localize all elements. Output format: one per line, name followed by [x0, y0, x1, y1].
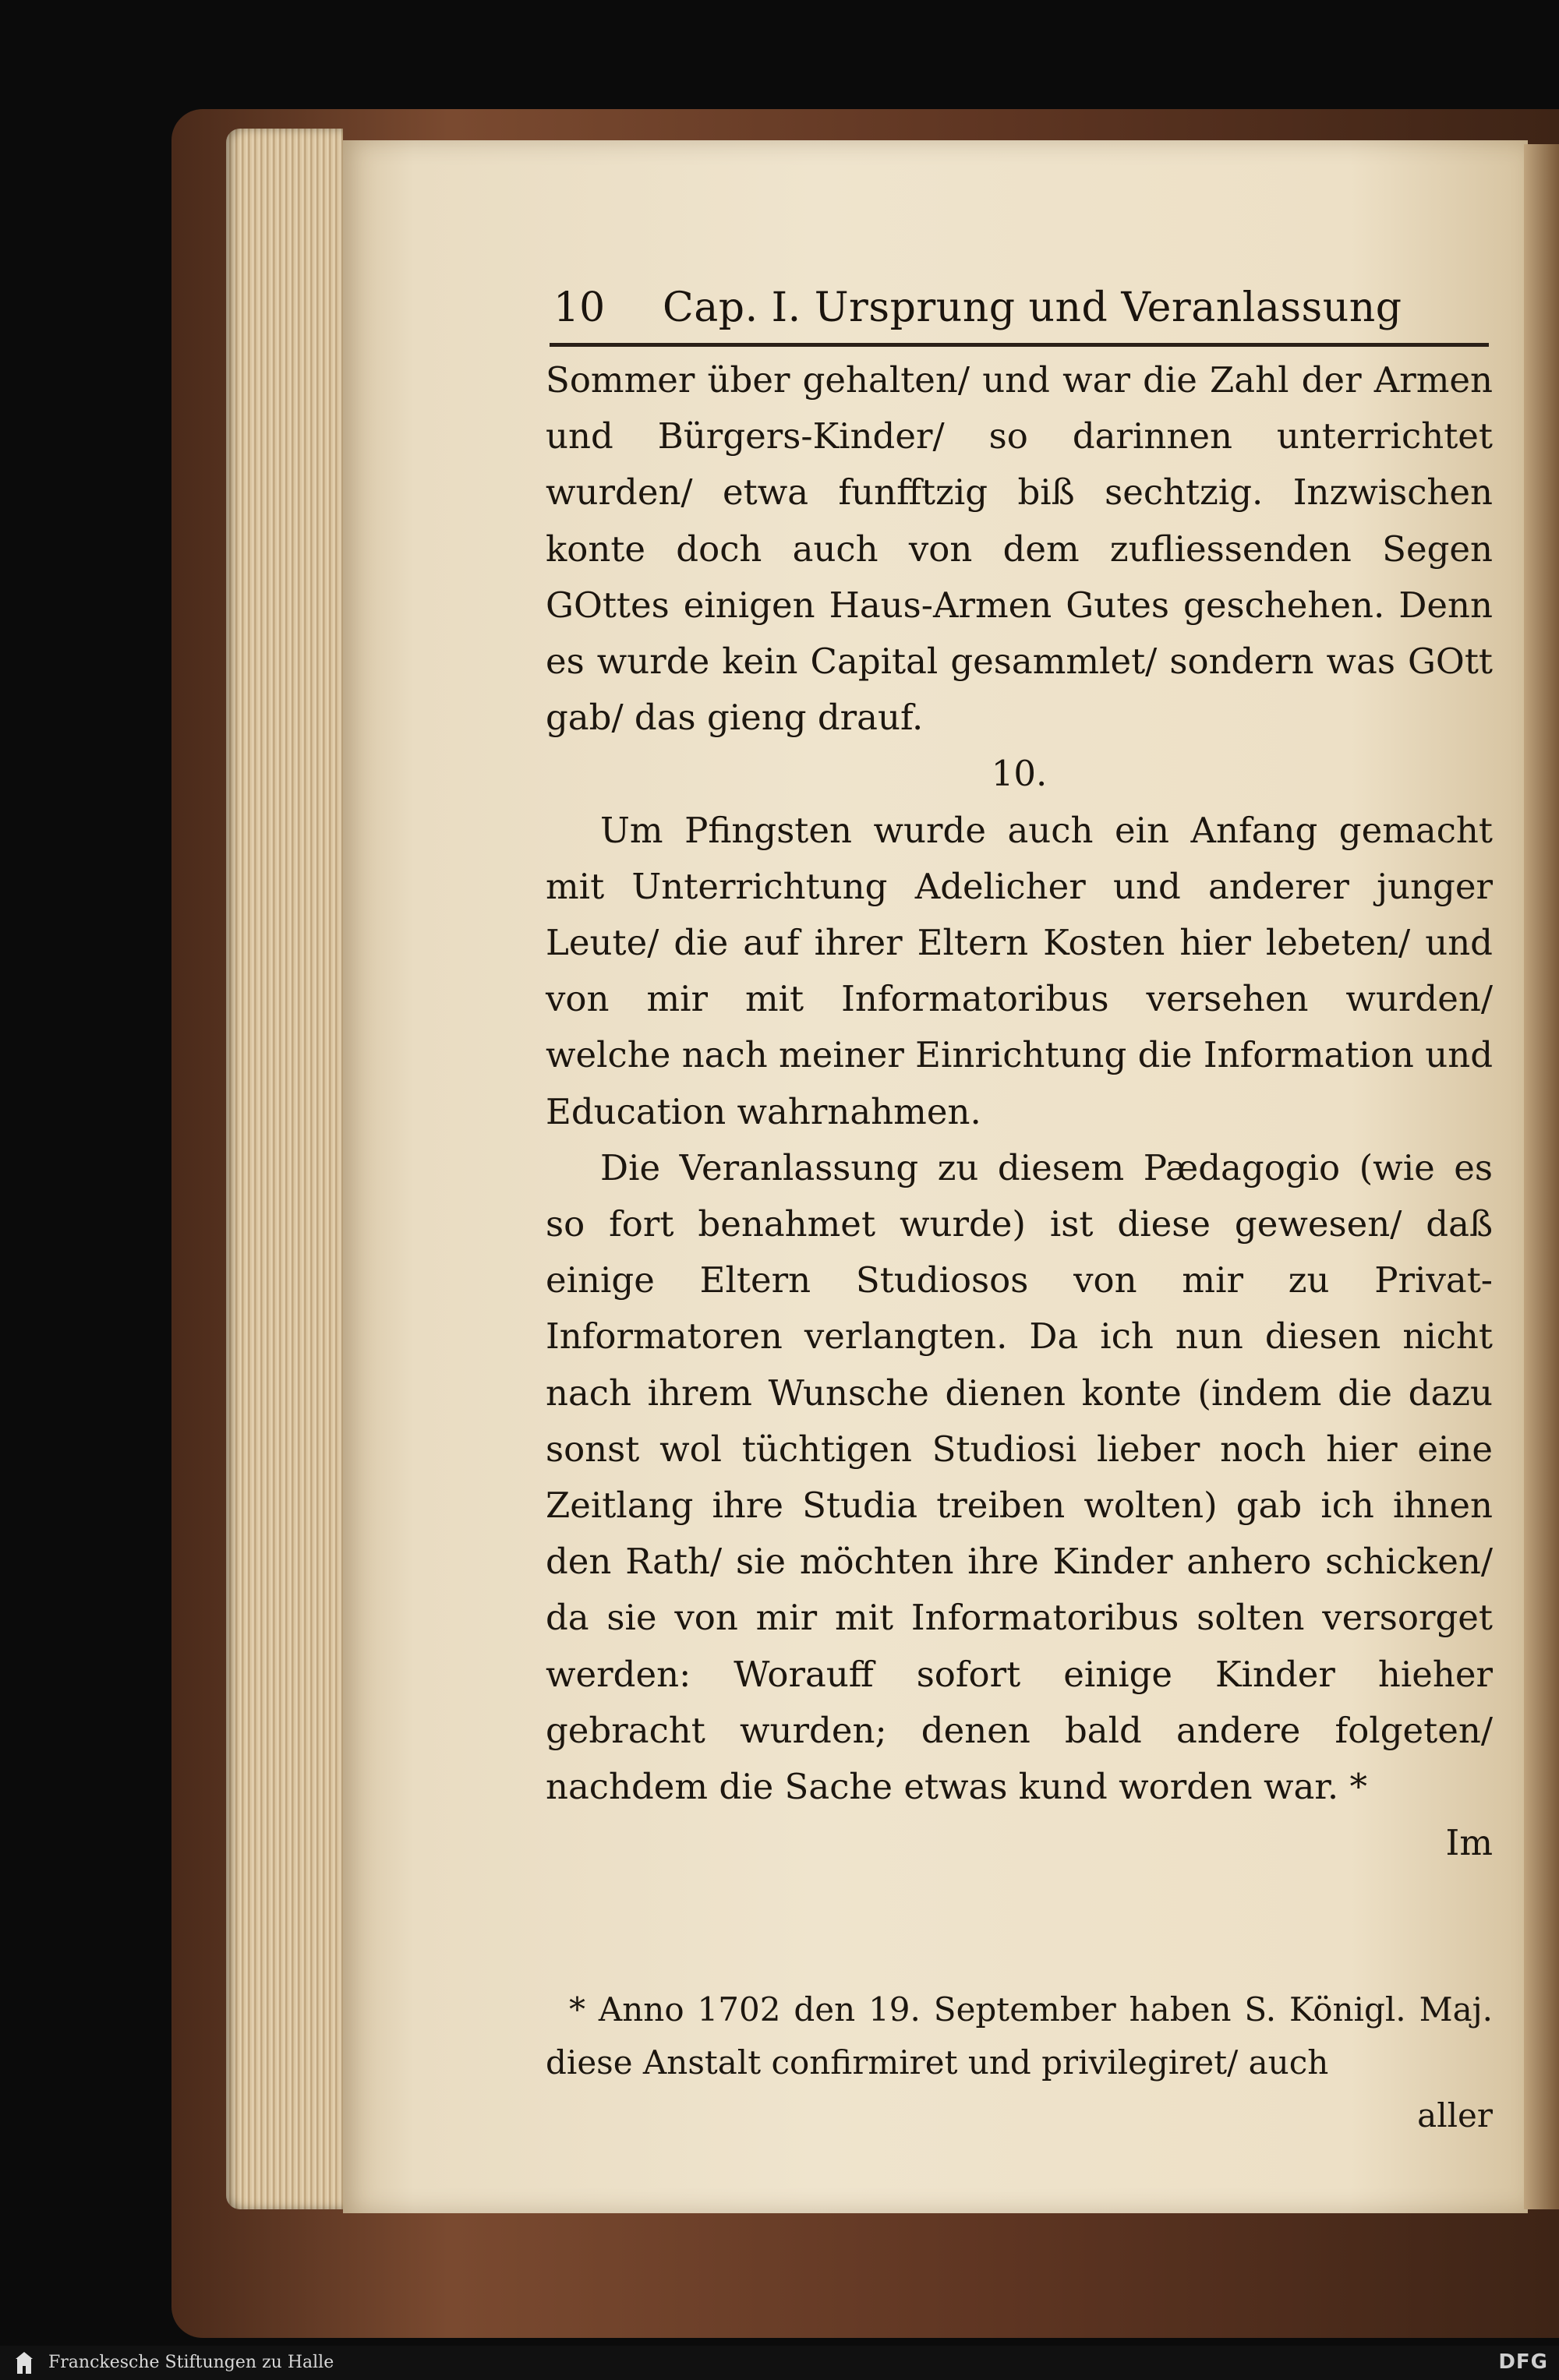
orphanage-logo-icon — [14, 2350, 34, 2375]
page-edges — [226, 129, 343, 2209]
paragraph-continued: Sommer über gehalten/ und war die Zahl der Armen und Bürgers-Kinder/ so darinnen unterrichtet wurden/ etwa funfftzig biß sechtzig. Inzwischen konte doch auch von dem zufliessenden Segen GOttes einigen Haus-Armen Gutes geschehen. Denn es wurde kein Capital gesammlet/ sondern was GOtt gab/ das gieng drauf. — [546, 359, 1493, 739]
running-title: Cap. I. Ursprung und Veranlassung — [663, 284, 1402, 331]
footnote — [546, 1983, 1493, 2142]
section-number: 10. — [991, 753, 1048, 795]
catchword: Im — [1445, 1822, 1493, 1864]
dfg-logo: DFG — [1498, 2350, 1548, 2374]
institution-name: Franckesche Stiftungen zu Halle — [48, 2353, 334, 2372]
header-rule — [550, 343, 1489, 347]
footnote-catchword: aller — [1417, 2096, 1493, 2135]
footnote-text: * Anno 1702 den 19. September haben S. Königl. Maj. diese Anstalt confirmiret und privilegiret/ auch — [546, 1990, 1493, 2082]
page-gutter-right — [1524, 144, 1559, 2209]
body-text — [546, 352, 1493, 1871]
paragraph-veranlassung: Die Veranlassung zu diesem Pædagogio (wie es so fort benahmet wurde) ist diese gewesen/ daß einige Eltern Studiosos von mir zu Privat-Informatoren verlangten. Da ich nun diesen nicht nach ihrem Wunsche dienen konte (indem die dazu sonst wol tüchtigen Studiosi lieber noch hier eine Zeitlang ihre Studia treiben wolten) gab ich ihnen den Rath/ sie möchten ihre Kinder anhero schicken/ da sie von mir mit Informatoribus solten versorget werden: Worauff sofort einige Kinder hieher gebracht wurden; denen bald andere folgeten/ nachdem die Sache etwas kund worden war. * — [546, 1146, 1493, 1808]
paragraph-pfingsten: Um Pfingsten wurde auch ein Anfang gemacht mit Unterrichtung Adelicher und anderer junger Leute/ die auf ihrer Eltern Kosten hier lebeten/ und von mir mit Informatoribus versehen wurden/ welche nach meiner Einrichtung die Information und Education wahrnahmen. — [546, 809, 1493, 1132]
page-number: 10 — [553, 284, 606, 331]
running-header — [553, 284, 1489, 339]
